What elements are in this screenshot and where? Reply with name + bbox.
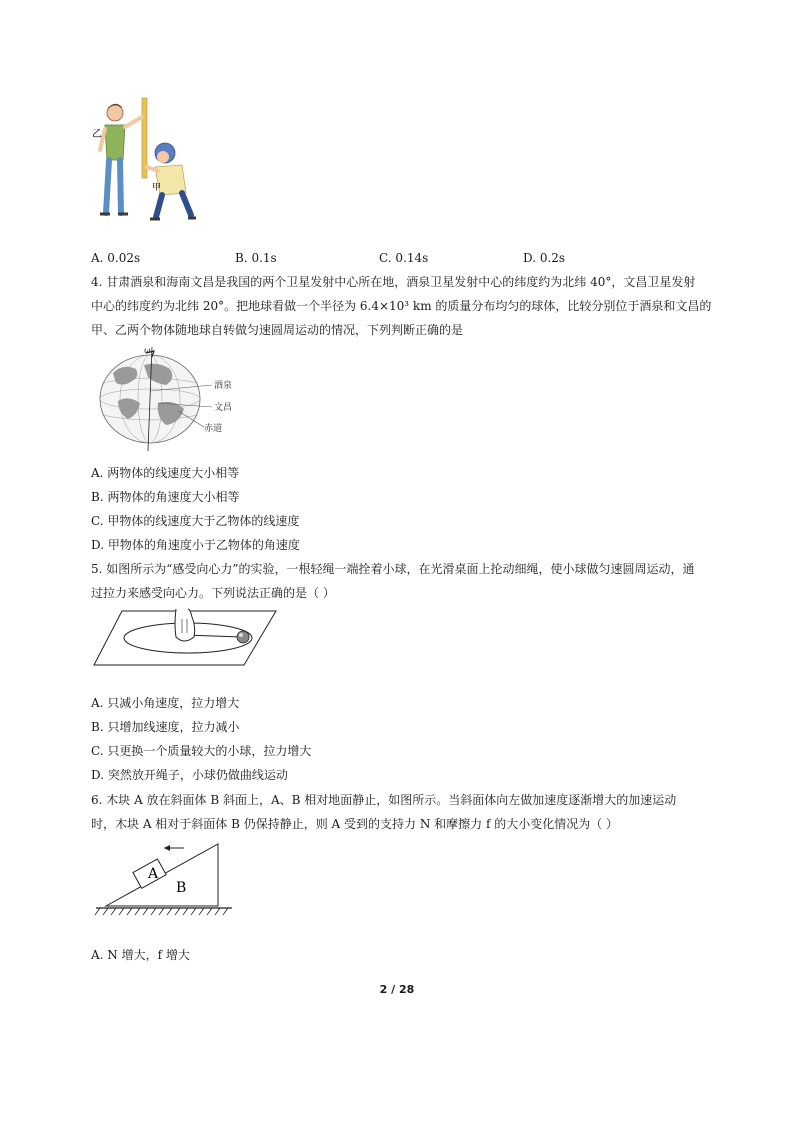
reaction-time-figure bbox=[90, 95, 200, 225]
q3-option-a: A. 0.02s bbox=[91, 251, 141, 265]
q4-stem-line-3: 甲、乙两个物体随地球自转做匀速圆周运动的情况，下列判断正确的是 bbox=[91, 323, 464, 337]
label-jiuquan: 酒泉 bbox=[214, 381, 233, 391]
q5-stem-line-1: 5. 如图所示为“感受向心力”的实验，一根轻绳一端拴着小球，在光滑桌面上抡动细绳，使小球做匀速圆周运动，通 bbox=[91, 562, 695, 576]
q4-option-d: D. 甲物体的角速度小于乙物体的角速度 bbox=[91, 538, 300, 552]
page-number: 2 / 28 bbox=[379, 983, 415, 996]
label-wedge-b: B bbox=[176, 880, 187, 896]
centripetal-force-figure bbox=[92, 607, 278, 669]
incline-block-figure bbox=[94, 838, 236, 918]
q4-stem-line-1: 4. 甘肃酒泉和海南文昌是我国的两个卫星发射中心所在地，酒泉卫星发射中心的纬度约为北纬 40°，文昌卫星发射 bbox=[91, 275, 696, 289]
label-block-a: A bbox=[148, 866, 159, 882]
q5-option-a: A. 只减小角速度，拉力增大 bbox=[91, 696, 240, 710]
label-person-a: 甲 bbox=[152, 183, 162, 193]
q6-stem-line-1: 6. 木块 A 放在斜面体 B 斜面上，A、B 相对地面静止，如图所示。当斜面体向左做加速度逐渐增大的加速运动 bbox=[91, 793, 677, 807]
q5-stem-line-2: 过拉力来感受向心力。下列说法正确的是（ ） bbox=[91, 586, 335, 600]
q4-stem-line-2: 中心的纬度约为北纬 20°。把地球看做一个半径为 6.4×10³ km 的质量分布均匀的球体，比较分别位于酒泉和文昌的 bbox=[91, 299, 712, 313]
label-wenchang: 文昌 bbox=[214, 403, 233, 413]
label-equator: 赤道 bbox=[204, 424, 223, 434]
q5-option-c: C. 只更换一个质量较大的小球，拉力增大 bbox=[91, 744, 312, 758]
q5-option-d: D. 突然放开绳子，小球仍做曲线运动 bbox=[91, 768, 288, 782]
q4-option-a: A. 两物体的线速度大小相等 bbox=[91, 466, 240, 480]
q4-option-c: C. 甲物体的线速度大于乙物体的线速度 bbox=[91, 514, 300, 528]
q3-option-b: B. 0.1s bbox=[235, 251, 277, 265]
q6-stem-line-2: 时，木块 A 相对于斜面体 B 仍保持静止，则 A 受到的支持力 N 和摩擦力 f 的大小变化情况为（ ） bbox=[91, 817, 619, 831]
person-b-figure bbox=[100, 104, 142, 214]
q5-option-b: B. 只增加线速度，拉力减小 bbox=[91, 720, 240, 734]
earth-globe-figure bbox=[88, 343, 248, 455]
person-a-figure bbox=[147, 143, 196, 219]
svg-text:ω: ω bbox=[144, 346, 151, 355]
q3-option-d: D. 0.2s bbox=[523, 251, 566, 265]
q4-option-b: B. 两物体的角速度大小相等 bbox=[91, 490, 240, 504]
q6-option-a: A. N 增大，f 增大 bbox=[91, 948, 190, 962]
q3-option-c: C. 0.14s bbox=[379, 251, 429, 265]
label-person-b: 乙 bbox=[92, 129, 102, 140]
